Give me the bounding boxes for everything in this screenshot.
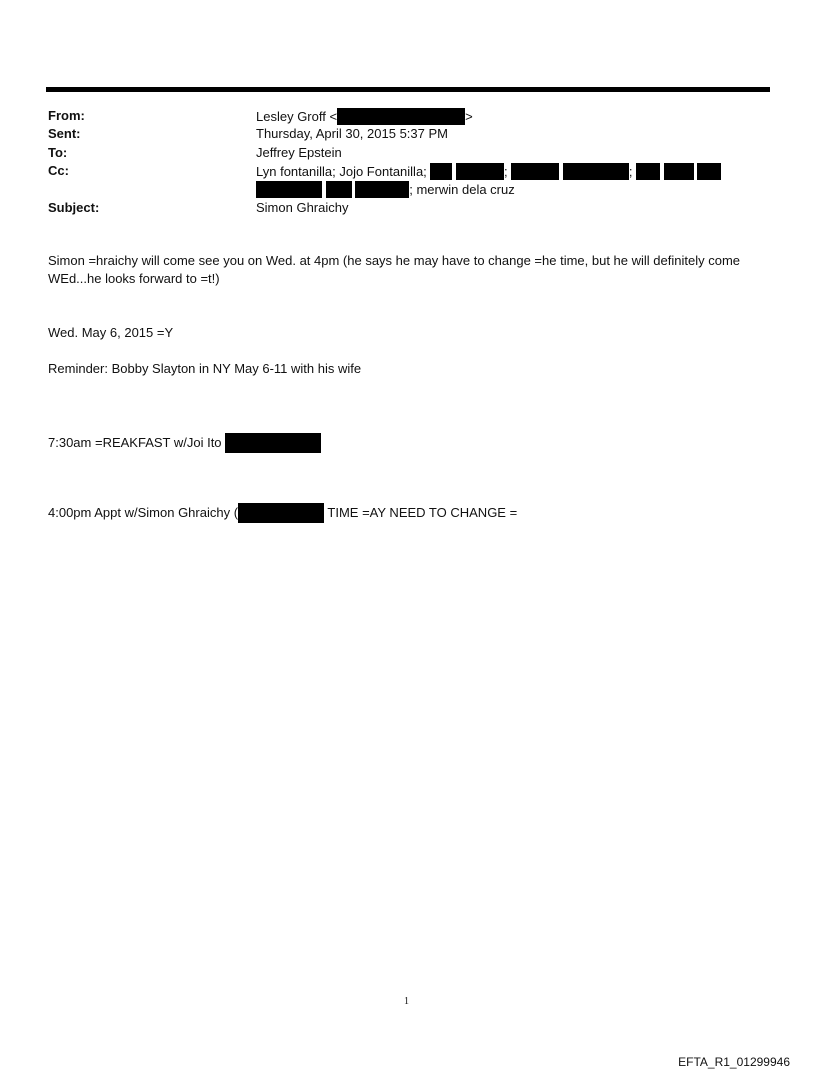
redaction-block bbox=[430, 163, 452, 180]
cc-separator: ; bbox=[504, 164, 508, 179]
redaction-block bbox=[355, 181, 409, 198]
sent-label: Sent: bbox=[48, 126, 81, 141]
reminder-line: Reminder: Bobby Slayton in NY May 6-11 with his wife bbox=[48, 361, 362, 376]
redaction-block bbox=[697, 163, 721, 180]
to-value: Jeffrey Epstein bbox=[256, 145, 342, 160]
from-label: From: bbox=[48, 108, 85, 123]
header-rule bbox=[46, 87, 770, 92]
subject-label: Subject: bbox=[48, 200, 100, 215]
from-close: > bbox=[465, 109, 473, 124]
redaction-block bbox=[326, 181, 352, 198]
cc-value-line2 bbox=[256, 181, 515, 198]
breakfast-line bbox=[48, 433, 321, 453]
sent-value: Thursday, April 30, 2015 5:37 PM bbox=[256, 126, 448, 141]
cc-separator: ; bbox=[628, 164, 633, 179]
from-value bbox=[256, 108, 473, 125]
redaction-block bbox=[337, 108, 465, 125]
cc-value-line1 bbox=[256, 163, 721, 180]
cc-label: Cc: bbox=[48, 163, 69, 178]
subject-value: Simon Ghraichy bbox=[256, 200, 349, 215]
appointment-text: 4:00pm Appt w/Simon Ghraichy ( bbox=[48, 505, 239, 520]
appointment-line bbox=[48, 503, 517, 523]
redaction-block bbox=[511, 163, 559, 180]
redaction-block bbox=[238, 503, 324, 523]
page-number: 1 bbox=[404, 996, 409, 1007]
message-paragraph: Simon =hraichy will come see you on Wed. at 4pm (he says he may have to change =he time, but he will definitely come WEd...he looks forward to =t!) bbox=[48, 253, 741, 286]
redaction-block bbox=[225, 433, 321, 453]
redaction-block bbox=[563, 163, 629, 180]
appointment-note: TIME =AY NEED TO CHANGE = bbox=[327, 505, 518, 520]
breakfast-text: 7:30am =REAKFAST w/Joi Ito bbox=[48, 435, 222, 450]
bates-number: EFTA_R1_01299946 bbox=[678, 1055, 790, 1069]
redaction-block bbox=[636, 163, 660, 180]
date-line: Wed. May 6, 2015 =Y bbox=[48, 325, 174, 340]
redaction-block bbox=[256, 181, 322, 198]
from-name: Lesley Groff < bbox=[256, 109, 338, 124]
to-label: To: bbox=[48, 145, 68, 160]
redaction-block bbox=[456, 163, 504, 180]
redaction-block bbox=[664, 163, 694, 180]
cc-names: Lyn fontanilla; Jojo Fontanilla; bbox=[256, 164, 427, 179]
cc-tail: ; merwin dela cruz bbox=[409, 182, 515, 197]
